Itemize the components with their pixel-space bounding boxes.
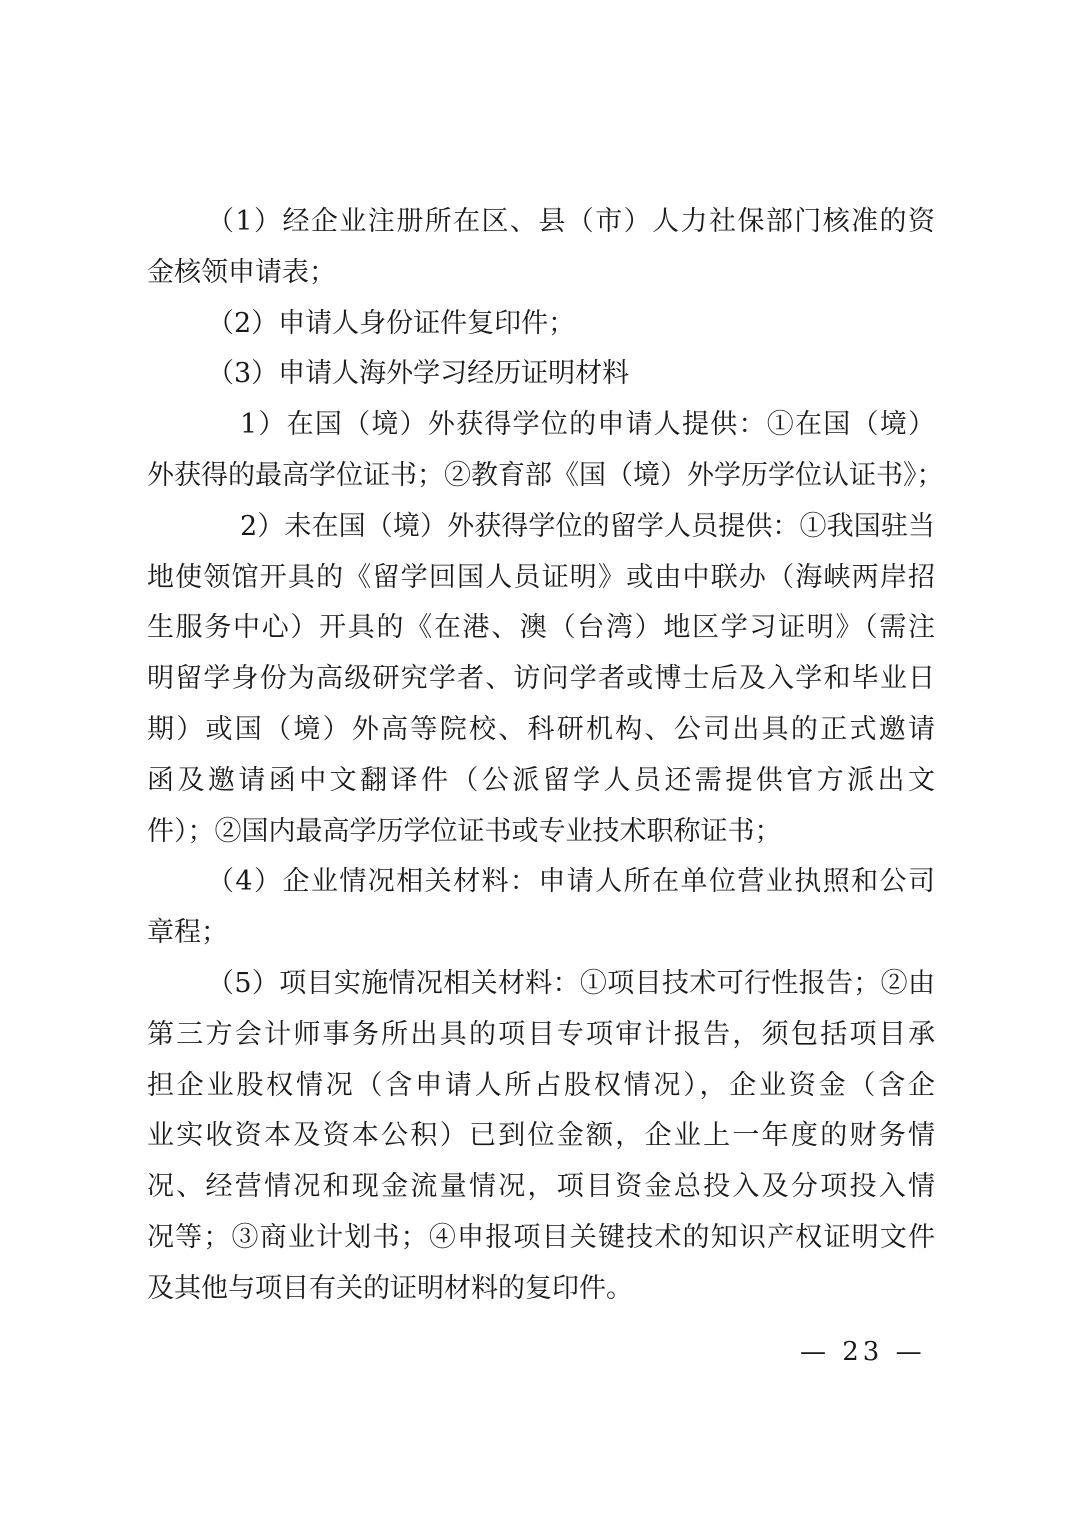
page-number: — 23 — [800, 1337, 926, 1367]
text-line: 地使领馆开具的《留学回国人员证明》或由中联办（海峡两岸招 [147, 561, 935, 593]
text-line: 外获得的最高学位证书；②教育部《国（境）外学历学位认证书》； [147, 460, 944, 491]
text-line: 担企业股权情况（含申请人所占股权情况），企业资金（含企 [147, 1069, 935, 1101]
text-line: （1）经企业注册所在区、县（市）人力社保部门核准的资 [207, 206, 935, 237]
text-line: （4）企业情况相关材料：申请人所在单位营业执照和公司 [207, 866, 935, 898]
text-line: 期）或国（境）外高等院校、科研机构、公司出具的正式邀请 [147, 714, 935, 745]
text-line: （3）申请人海外学习经历证明材料 [207, 358, 630, 390]
text-line: 第三方会计师事务所出具的项目专项审计报告，须包括项目承 [147, 1018, 935, 1050]
text-line: 2）未在国（境）外获得学位的留学人员提供：①我国驻当 [240, 510, 935, 542]
text-line: 章程； [147, 917, 228, 949]
text-line: 函及邀请函中文翻译件（公派留学人员还需提供官方派出文 [147, 764, 935, 796]
text-line: 1）在国（境）外获得学位的申请人提供：①在国（境） [240, 409, 935, 441]
text-line: 及其他与项目有关的证明材料的复印件。 [147, 1272, 633, 1304]
text-line: （5）项目实施情况相关材料：①项目技术可行性报告；②由 [207, 968, 935, 999]
text-line: 业实收资本及资本公积）已到位金额，企业上一年度的财务情 [147, 1120, 935, 1152]
text-line: 况等；③商业计划书；④申报项目关键技术的知识产权证明文件 [147, 1222, 935, 1253]
text-line: 生服务中心）开具的《在港、澳（台湾）地区学习证明》（需注 [147, 612, 935, 644]
text-line: 明留学身份为高级研究学者、访问学者或博士后及入学和毕业日 [147, 663, 935, 695]
text-line: 件）；②国内最高学历学位证书或专业技术职称证书； [147, 815, 782, 847]
text-line: 况、经营情况和现金流量情况，项目资金总投入及分项投入情 [147, 1171, 935, 1203]
text-line: （2）申请人身份证件复印件； [207, 307, 576, 339]
text-line: 金核领申请表； [147, 256, 336, 288]
